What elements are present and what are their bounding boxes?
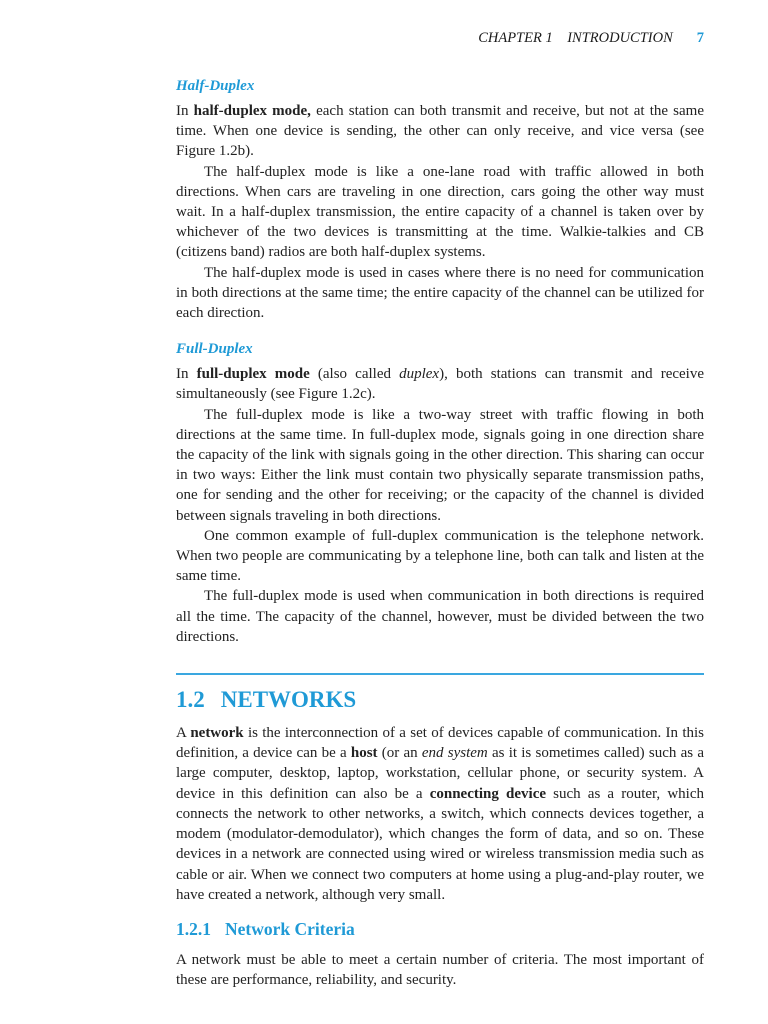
text-run: In [176,103,194,119]
text-run: In [176,366,197,383]
section-number: 1.2 [176,687,205,713]
full-duplex-paragraph-3: One common example of full-duplex communication is the telephone network. When two people are communicating by a telephone line, both can talk and listen at the same time. [176,527,704,585]
section-title: NETWORKS [220,687,357,713]
section-heading [176,687,704,713]
half-duplex-heading: Half-Duplex [176,78,255,94]
half-duplex-paragraph-1 [176,101,704,162]
term-host: host [350,745,378,762]
text-run: (also called [309,366,400,383]
running-head [478,30,704,47]
chapter-title: CHAPTER 1 INTRODUCTION [478,30,673,46]
term-half-duplex-mode: half-duplex mode, [193,103,311,119]
subsection-heading [176,919,704,940]
network-criteria-paragraph-1: A network must be able to meet a certain number of criteria. The most important of these are performance, reliability, and security. [176,951,704,989]
text-run: (or an [377,745,422,762]
page-number: 7 [696,30,704,46]
text-run: A [176,725,191,742]
text-run: is the interconnection of a set of devices capable of communication. In this definition, a device can be a [176,725,704,762]
full-duplex-paragraph-4: The full-duplex mode is used when communication in both directions is required all the time. The capacity of the channel, however, must be divided between the two directions. [176,588,704,645]
text-run: ), both stations can transmit and receive simultaneously (see Figure 1.2c). [176,366,705,403]
page-body [176,78,704,990]
full-duplex-paragraph-2: The full-duplex mode is like a two-way street with traffic flowing in both directions at the same time. In full-duplex mode, signals going in one direction share the capacity of the link with signals going in the other direction. This sharing can occur in two ways: Either the link must contain two physically separate transmission paths, one for sending and the other for receiving; or the capacity of the channel is divided between signals traveling in both directions. [176,406,704,524]
text-run: each station can both transmit and receive, but not at the same time. When one device is sending, the other can only receive, and vice versa (see Figure 1.2b). [176,103,705,160]
term-end-system: end system [421,745,488,762]
term-duplex: duplex [399,366,440,383]
text-run: as it is sometimes called) such as a large computer, desktop, laptop, workstation, cellular phone, or security system. A device in this definition can also be a [176,745,704,802]
networks-paragraph-1 [176,723,704,905]
subsection-number: 1.2.1 [176,918,211,939]
term-connecting-device: connecting device [429,785,547,802]
term-network: network [190,725,244,742]
term-full-duplex-mode: full-duplex mode [196,366,310,383]
section-divider [176,673,704,675]
full-duplex-heading: Full-Duplex [176,341,253,358]
text-run: such as a router, which connects the network to other networks, a switch, which connects devices together, a modem (modulator-demodulator), which changes the form of data, and so on. These devices in a network are connected using wired or wireless transmission media such as cable or air. When we connect two computers at home using a plug-and-play router, we have created a network, although very small. [176,785,704,903]
half-duplex-paragraph-3: The half-duplex mode is used in cases where there is no need for communication in both directions at the same time; the entire capacity of the channel can be utilized for each direction. [176,264,704,322]
full-duplex-paragraph-1 [176,364,704,404]
subsection-title: Network Criteria [225,918,355,939]
half-duplex-paragraph-2: The half-duplex mode is like a one-lane road with traffic allowed in both directions. When cars are traveling in one direction, cars going the other way must wait. In a half-duplex transmission, the entire capacity of a channel is taken over by whichever of the two devices is transmitting at the time. Walkie-talkies and CB (citizens band) radios are both half-duplex systems. [176,163,704,261]
